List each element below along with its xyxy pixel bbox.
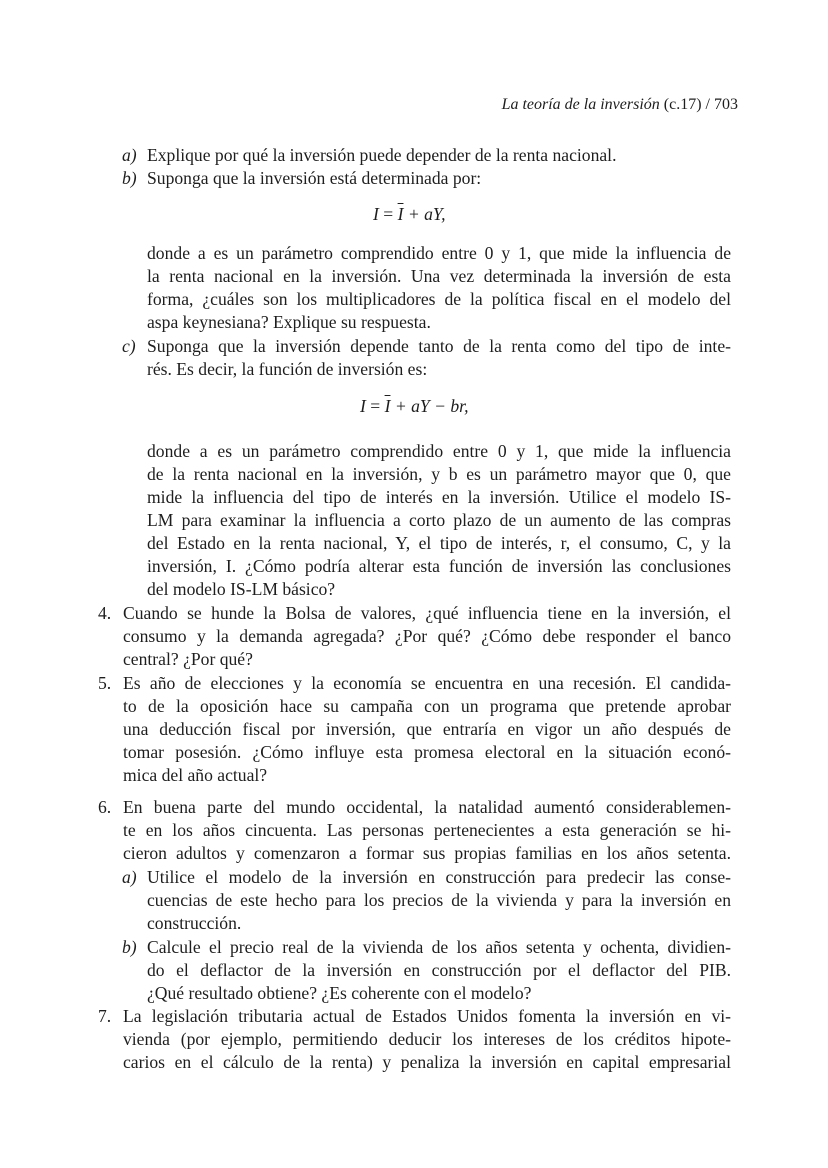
item-c-line-5: del Estado en la renta nacional, Y, el tipo de interés, r, el consumo, C, y la bbox=[147, 533, 731, 553]
item-b-line-2: la renta nacional en la inversión. Una vez determinada la inversión de esta bbox=[147, 266, 731, 286]
item-b-intro: Suponga que la inversión está determinada por: bbox=[147, 168, 482, 188]
question-7-number: 7. bbox=[98, 1006, 112, 1026]
item-b-line-4: aspa keynesiana? Explique su respuesta. bbox=[147, 312, 431, 332]
item-a-text: Explique por qué la inversión puede depender de la renta nacional. bbox=[147, 145, 617, 165]
item-c-label: c) bbox=[122, 336, 136, 356]
page-number: 703 bbox=[714, 96, 738, 113]
item-b-line-3: forma, ¿cuáles son los multiplicadores de la política fiscal en el modelo del bbox=[147, 289, 731, 309]
question-4-line-3: central? ¿Por qué? bbox=[123, 649, 253, 669]
question-7-line-1: La legislación tributaria actual de Estados Unidos fomenta la inversión en vi- bbox=[123, 1006, 731, 1026]
item-c-intro-2: rés. Es decir, la función de inversión es: bbox=[147, 359, 428, 379]
question-5-line-5: mica del año actual? bbox=[123, 765, 268, 785]
item-c-intro-1: Suponga que la inversión depende tanto de la renta como del tipo de inte- bbox=[147, 336, 731, 356]
item-b-label: b) bbox=[122, 168, 137, 188]
chapter-ref: (c.17) bbox=[663, 96, 702, 113]
question-6-number: 6. bbox=[98, 797, 112, 817]
question-4-line-2: consumo y la demanda agregada? ¿Por qué? ¿Cómo debe responder el banco bbox=[123, 626, 731, 646]
question-6-line-1: En buena parte del mundo occidental, la natalidad aumentó considerablemen- bbox=[123, 797, 731, 817]
question-5-line-1: Es año de elecciones y la economía se encuentra en una recesión. El candida- bbox=[123, 673, 731, 693]
question-6a-line-1: Utilice el modelo de la inversión en construcción para predecir las conse- bbox=[147, 867, 731, 887]
question-6b-line-2: do el deflactor de la inversión en construcción por el deflactor del PIB. bbox=[147, 960, 731, 980]
question-6a-line-2: cuencias de este hecho para los precios de la vivienda y para la inversión en bbox=[147, 890, 731, 910]
item-a-label: a) bbox=[122, 145, 137, 165]
item-c-line-3: mide la influencia del tipo de interés en la inversión. Utilice el modelo IS- bbox=[147, 487, 731, 507]
running-title: La teoría de la inversión bbox=[501, 96, 660, 113]
question-6-line-3: cieron adultos y comenzaron a formar sus propias familias en los años setenta. bbox=[123, 843, 731, 863]
question-5-line-2: to de la oposición hace su campaña con un programa que pretende aprobar bbox=[123, 696, 731, 716]
question-5-line-3: una deducción fiscal por inversión, que entraría en vigor un año después de bbox=[123, 719, 731, 739]
question-6-line-2: te en los años cincuenta. Las personas pertenecientes a esta generación se hi- bbox=[123, 820, 731, 840]
item-b-line-1: donde a es un parámetro comprendido entre 0 y 1, que mide la influencia de bbox=[147, 243, 731, 263]
question-6a-line-3: construcción. bbox=[147, 913, 242, 933]
question-6b-line-3: ¿Qué resultado obtiene? ¿Es coherente con el modelo? bbox=[147, 983, 532, 1003]
question-6a-label: a) bbox=[122, 867, 137, 887]
question-7-line-3: carios en el cálculo de la renta) y penaliza la inversión en capital empresarial bbox=[123, 1052, 731, 1072]
question-5-line-4: tomar posesión. ¿Cómo influye esta promesa electoral en la situación econó- bbox=[123, 742, 731, 762]
question-5-number: 5. bbox=[98, 673, 112, 693]
item-c-line-1: donde a es un parámetro comprendido entre 0 y 1, que mide la influencia bbox=[147, 441, 731, 461]
question-6b-label: b) bbox=[122, 937, 137, 957]
item-c-line-2: de la renta nacional en la inversión, y b es un parámetro mayor que 0, que bbox=[147, 464, 731, 484]
item-c-line-7: del modelo IS-LM básico? bbox=[147, 579, 336, 599]
header-separator: / bbox=[705, 96, 710, 113]
question-4-number: 4. bbox=[98, 603, 112, 623]
question-6b-line-1: Calcule el precio real de la vivienda de los años setenta y ochenta, dividien- bbox=[147, 937, 731, 957]
running-header bbox=[502, 96, 738, 114]
question-7-line-2: vienda (por ejemplo, permitiendo deducir los intereses de los créditos hipote- bbox=[123, 1029, 731, 1049]
item-c-line-6: inversión, I. ¿Cómo podría alterar esta función de inversión las conclusiones bbox=[147, 556, 731, 576]
equation-b: $I = \overline{I}$ + aY, bbox=[373, 204, 446, 224]
item-c-line-4: LM para examinar la influencia a corto plazo de un aumento de las compras bbox=[147, 510, 731, 530]
equation-c: $I = \overline{I}$ + aY − br, bbox=[360, 396, 469, 416]
question-4-line-1: Cuando se hunde la Bolsa de valores, ¿qué influencia tiene en la inversión, el bbox=[123, 603, 731, 623]
